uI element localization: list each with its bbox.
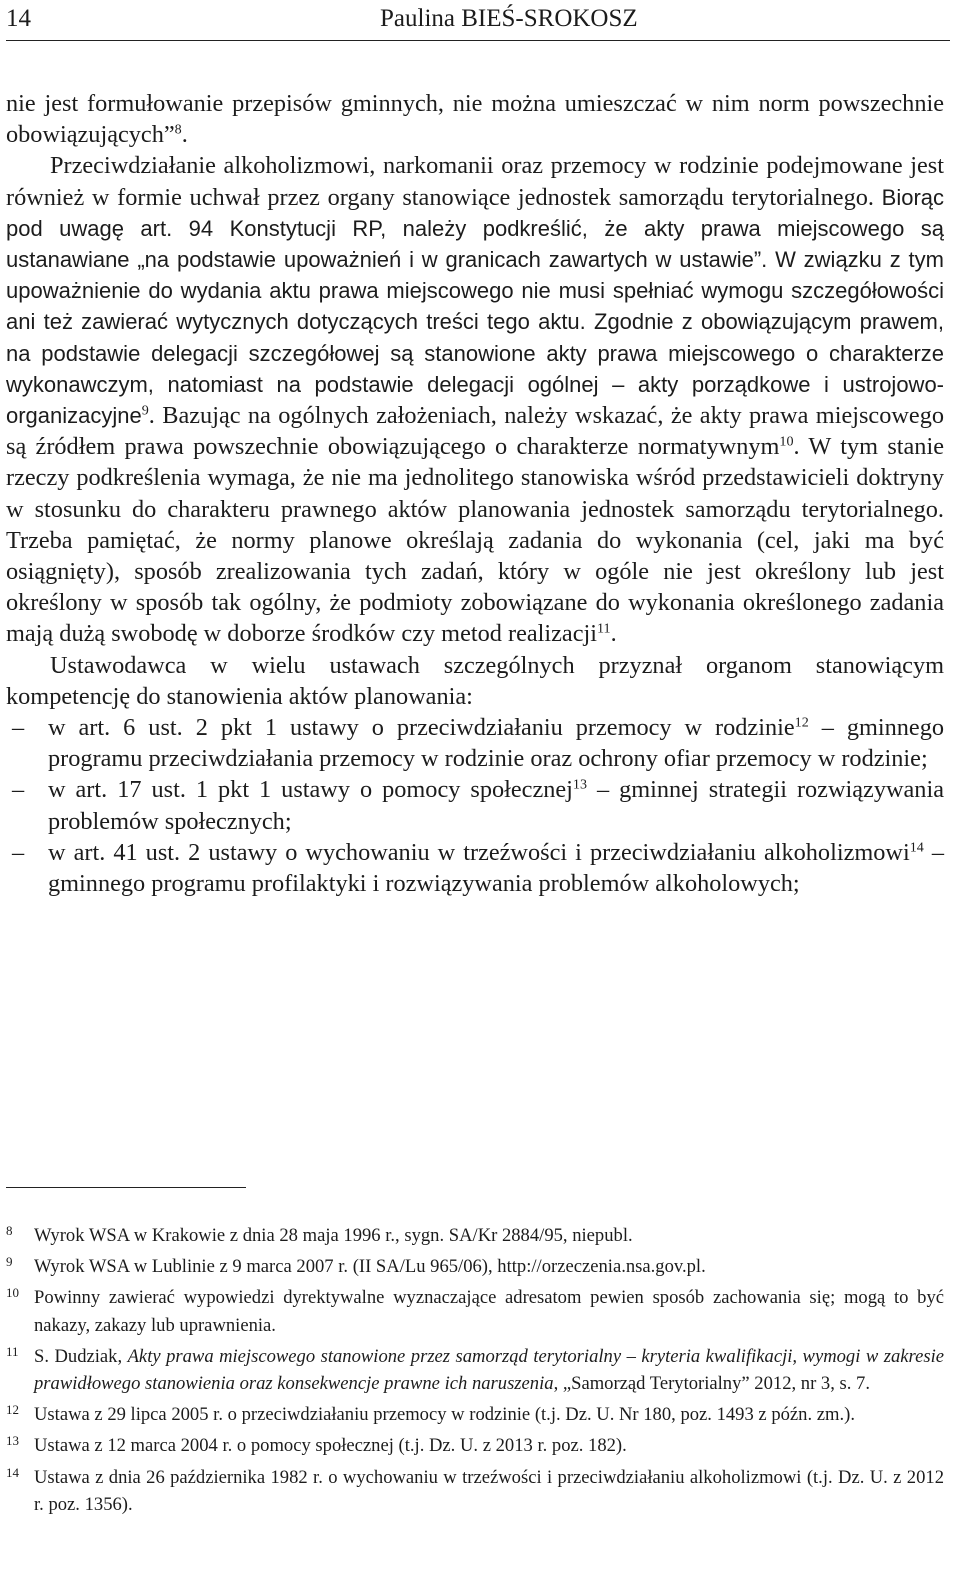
footnote-text-after: , „Samorząd Terytorialny” 2012, nr 3, s. 7. [553, 1373, 871, 1395]
list-item [6, 774, 944, 836]
footnote-text: Ustawa z 29 lipca 2005 r. o przeciwdziałaniu przemocy w rodzinie (t.j. Dz. U. Nr 180, poz. 1493 z późn. zm.). [34, 1404, 855, 1426]
paragraph-1-end: . [181, 121, 188, 149]
paragraph-2-part-b: 94 Konstytucji RP, należy podkreślić, że akty prawa miejscowego są ustanawiane „na podstawie upoważnień i w granicach zawartych w ustawie”. W związku z tym upoważnienie do wydania aktu prawa miejscowego nie musi spełniać wymogu szczegółowości ani też zawierać wytycznych dotyczących treści tego aktu. Zgodnie z obowiązującym prawem, na podstawie delegacji szczegółowej są stanowione akty prawa miejscowego o charakterze wykonawczym, natomiast na podstawie delegacji ogólnej – akty porządkowe i ustrojowo-organizacyjne [6, 215, 945, 429]
paragraph-1 [6, 88, 944, 150]
footnote-ref-14: 14 [909, 839, 924, 856]
paragraph-1-text: nie jest formułowanie przepisów gminnych, nie można umieszczać w nim norm powszechnie obowiązujących” [6, 90, 944, 149]
footnote-ref-13: 13 [572, 776, 587, 793]
footnote-text: Wyrok WSA w Lublinie z 9 marca 2007 r. (II SA/Lu 965/06), http://orzeczenia.nsa.gov.pl. [34, 1256, 706, 1278]
footnote-number: 11 [6, 1343, 19, 1359]
paragraph-2-sans-run: Biorąc pod uwagę art. [6, 184, 944, 241]
footnote [6, 1401, 944, 1428]
list-dash: – [12, 838, 25, 866]
footnote-text: Ustawa z 12 marca 2004 r. o pomocy społecznej (t.j. Dz. U. z 2013 r. poz. 182). [34, 1435, 627, 1457]
footnote-text: Ustawa z dnia 26 października 1982 r. o wychowaniu w trzeźwości i przeciwdziałaniu alkoholizmowi (t.j. Dz. U. z 2012 r. poz. 1356). [34, 1466, 944, 1515]
footnote-text: S. Dudziak, [34, 1345, 128, 1367]
footnote-ref-12: 12 [794, 714, 809, 731]
footnote-ref-11: 11 [597, 620, 611, 637]
footnote [6, 1284, 944, 1338]
footnote-text: Powinny zawierać wypowiedzi dyrektywalne wyznaczające adresatom pewien sposób zachowania się; mogą to być nakazy, zakazy lub uprawnienia. [34, 1287, 944, 1336]
list-item-text-cont: – gminnego programu profilaktyki i rozwiązywania problemów alkoholowych; [48, 838, 944, 898]
footnote [6, 1432, 944, 1459]
list-item-text-cont: – gminnej strategii rozwiązywania problemów społecznych; [48, 776, 944, 835]
list-item-text: w art. 17 ust. 1 pkt 1 ustawy o pomocy społecznej [48, 776, 573, 804]
running-header-author: Paulina BIEŚ-SROKOSZ [380, 5, 638, 32]
list-dash: – [12, 776, 25, 804]
list-dash: – [12, 714, 25, 742]
list-item [6, 712, 944, 774]
footnote-ref-9: 9 [141, 402, 149, 419]
footnote-divider [6, 1187, 246, 1188]
footnotes [6, 1222, 944, 1522]
header-divider [6, 40, 950, 41]
footnote-ref-10: 10 [779, 433, 794, 450]
paragraph-3: Ustawodawca w wielu ustawach szczególnych przyznał organom stanowiącym kompetencję do stanowienia aktów planowania: [6, 651, 944, 710]
list-item-text: w art. 6 ust. 2 pkt 1 ustawy o przeciwdziałaniu przemocy w rodzinie [48, 714, 795, 742]
paragraph-2-part-a: Przeciwdziałanie alkoholizmowi, narkomanii oraz przemocy w rodzinie podejmowane jest również w formie uchwał przez organy stanowiące jednostek samorządu terytorialnego. [6, 152, 944, 211]
footnote-text: Wyrok WSA w Krakowie z dnia 28 maja 1996 r., sygn. SA/Kr 2884/95, niepubl. [34, 1225, 633, 1246]
list-item [6, 837, 944, 899]
footnote-number: 12 [6, 1402, 19, 1418]
paragraph-2 [6, 150, 944, 649]
page-number: 14 [6, 5, 31, 32]
footnote-ref-8: 8 [174, 121, 182, 138]
competence-list [6, 712, 944, 899]
footnote-number: 8 [6, 1223, 13, 1238]
footnote-number: 14 [6, 1464, 19, 1480]
paragraph-2-part-d: . W tym stanie rzeczy podkreślenia wymaga, że nie ma jednolitego stanowiska wśród przedstawicieli doktryny w stosunku do charakteru prawnego aktów planowania jednostek samorządu terytorialnego. Trzeba pamiętać, że normy planowe określają zadania do wykonania (cel, jaki ma być osiągnięty), sposób zrealizowania tych zadań, który w ogóle nie jest określony lub jest określony w sposób tak ogólny, że podmioty zobowiązane do wykonania określonego zadania mają dużą swobodę w doborze środków czy metod realizacji [6, 433, 944, 648]
footnote [6, 1464, 944, 1518]
footnote-number: 13 [6, 1433, 19, 1449]
footnote-number: 10 [6, 1285, 19, 1301]
paragraph-2-part-c: . Bazując na ogólnych założeniach, należy wskazać, że akty prawa miejscowego są źródłem prawa powszechnie obowiązującego o charakterze normatywnym [6, 402, 944, 461]
footnote [6, 1253, 944, 1280]
paragraph-2-end: . [610, 620, 617, 648]
footnote-italic-title: Akty prawa miejscowego stanowione przez samorząd terytorialny – kryteria kwalifikacji, wymogi w zakresie prawidłowego stanowienia oraz konsekwencje prawne ich naruszenia [34, 1345, 944, 1395]
footnote [6, 1222, 944, 1249]
running-header [6, 4, 950, 34]
list-item-text: w art. 41 ust. 2 ustawy o wychowaniu w trzeźwości i przeciwdziałaniu alkoholizmowi [48, 838, 910, 866]
footnote [6, 1343, 944, 1397]
body-text [6, 88, 944, 899]
list-item-text-cont: – gminnego programu przeciwdziałania przemocy w rodzinie oraz ochrony ofiar przemocy w rodzinie; [48, 714, 944, 773]
footnote-number: 9 [6, 1254, 13, 1270]
